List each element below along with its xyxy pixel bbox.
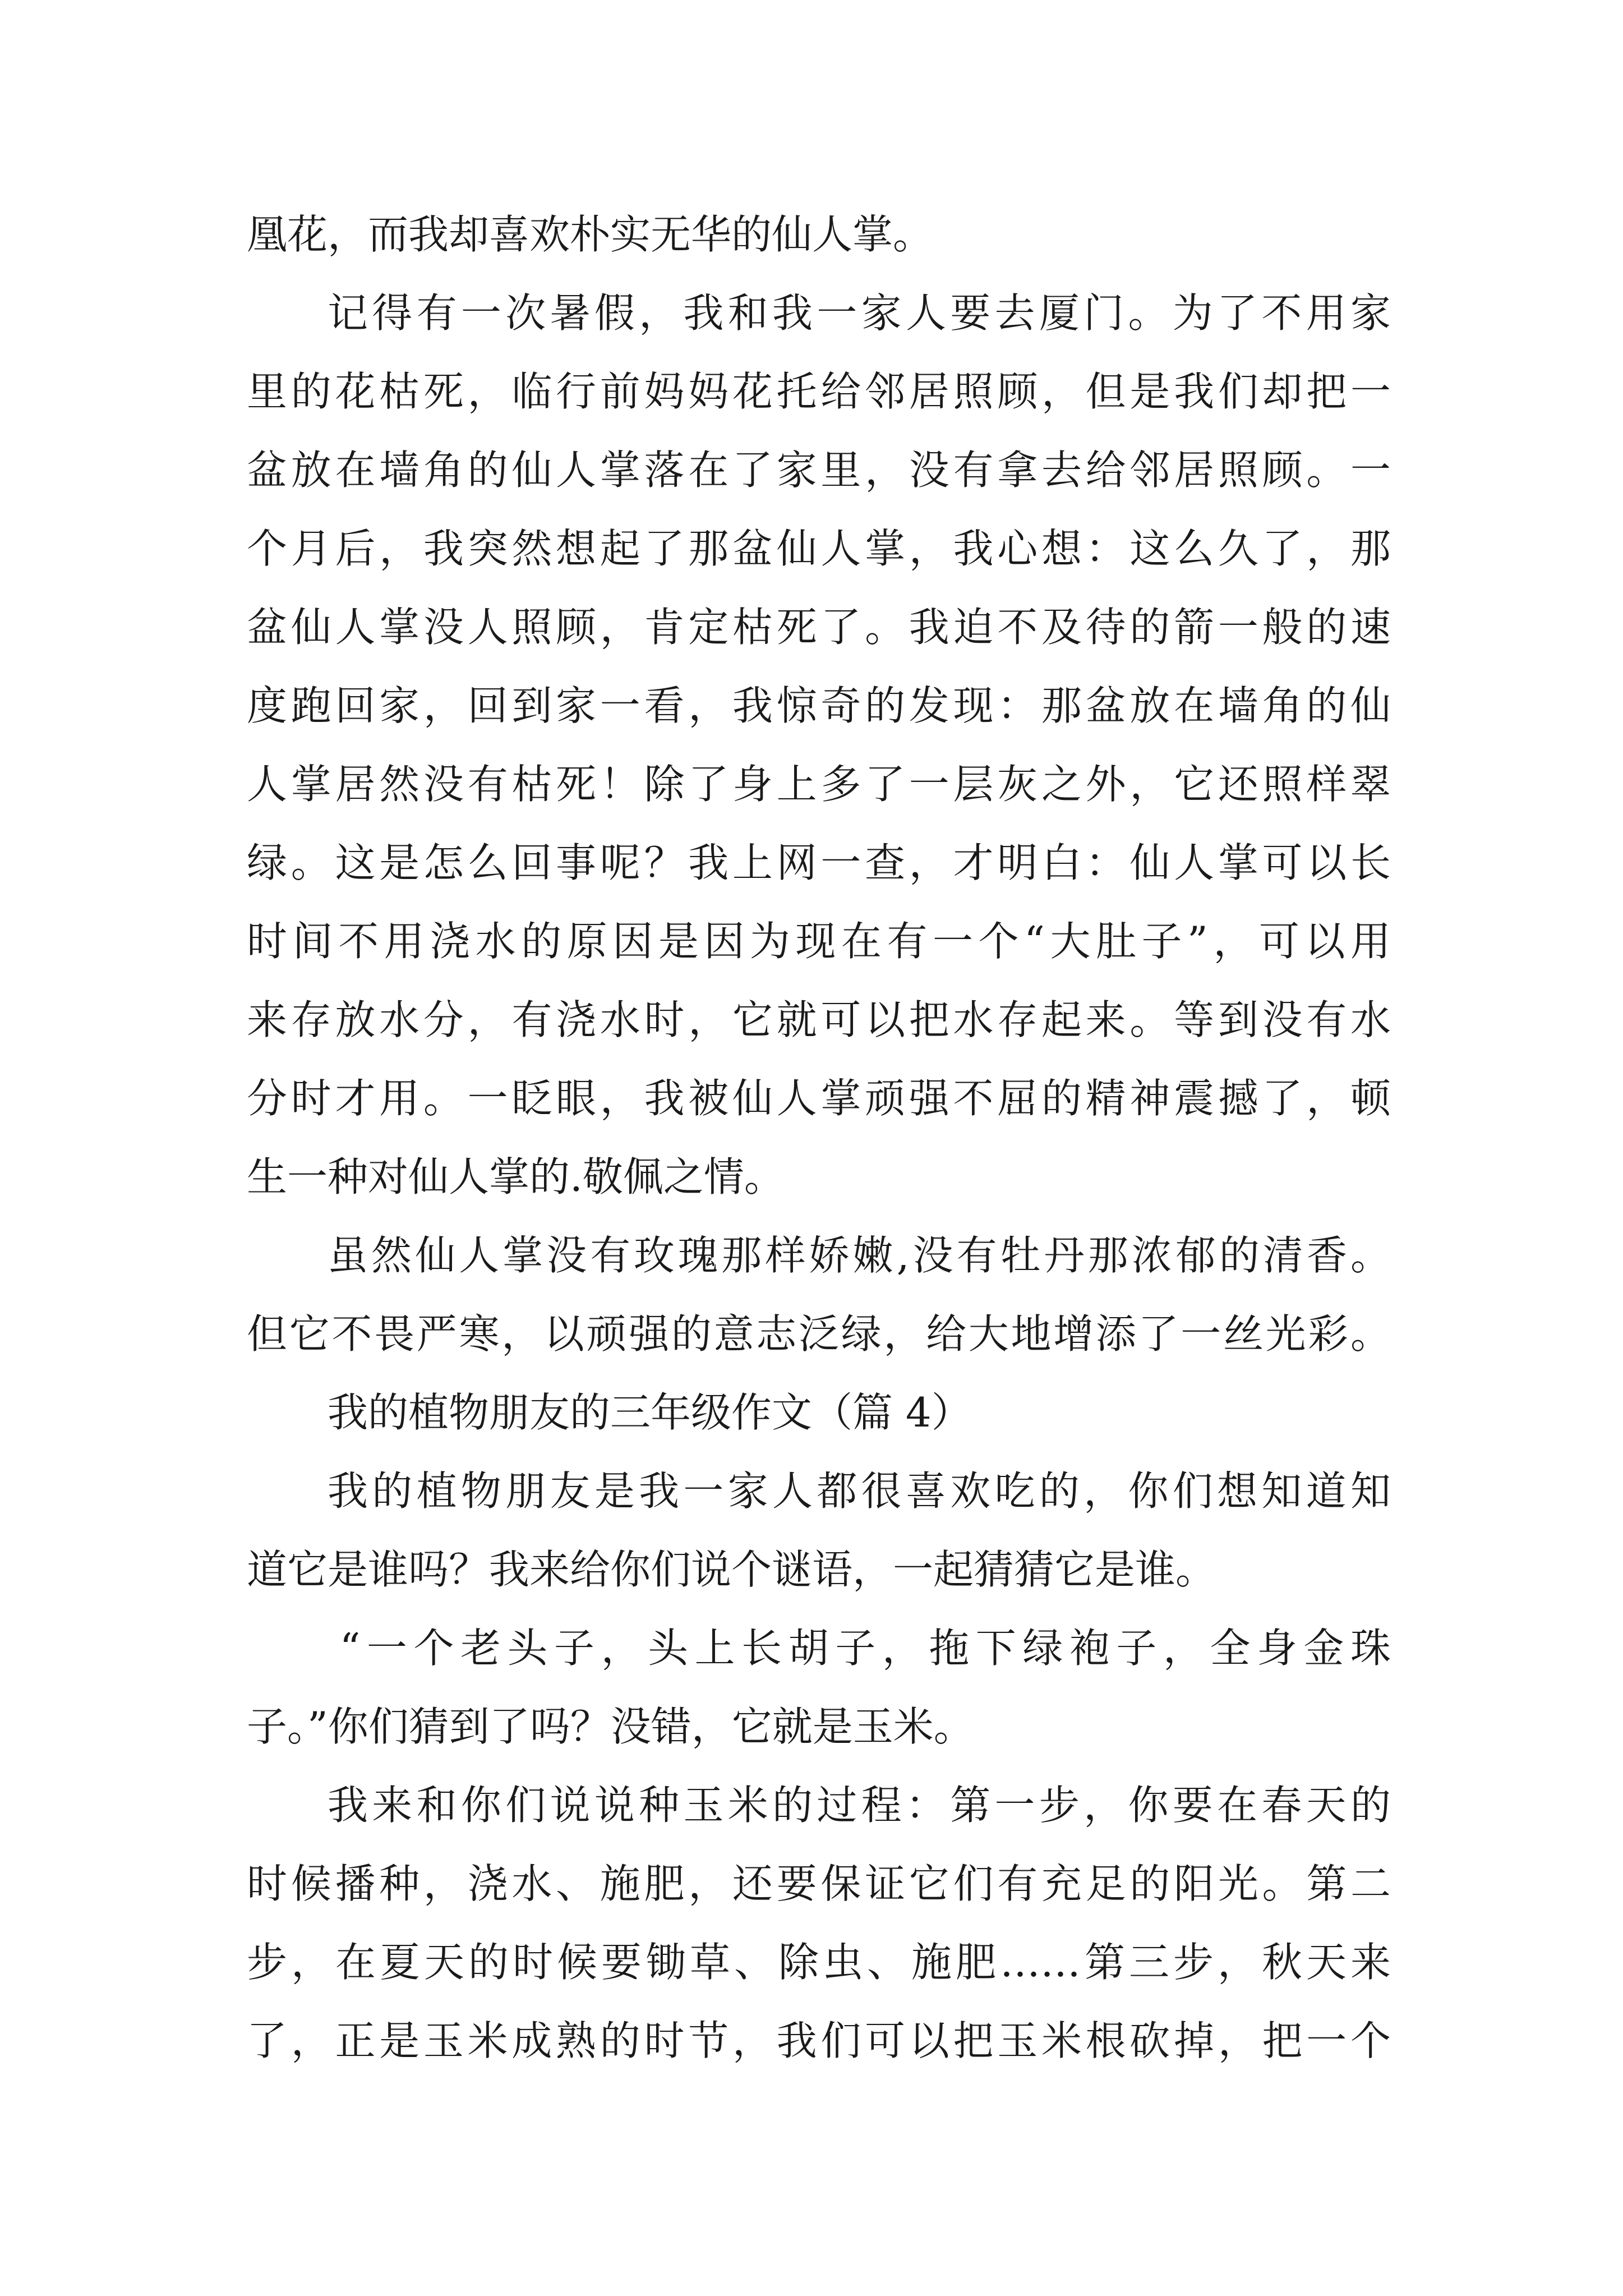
text-line-23: 步，在夏天的时候要锄草、除虫、施肥……第三步，秋天来 — [247, 1939, 1391, 1986]
text-line-13: 生一种对仙人掌的.敬佩之情。 — [247, 1153, 785, 1200]
text-line-20: 子。”你们猜到了吗？没错，它就是玉米。 — [247, 1703, 974, 1750]
text-line-19: “一个老头子，头上长胡子，拖下绿袍子，全身金珠 — [339, 1625, 1391, 1672]
text-line-1: 凰花，而我却喜欢朴实无华的仙人掌。 — [247, 211, 934, 258]
text-line-11: 来存放水分，有浇水时，它就可以把水存起来。等到没有水 — [247, 996, 1391, 1043]
essay-text — [247, 195, 1391, 2080]
text-line-14: 虽然仙人掌没有玫瑰那样娇嫩,没有牡丹那浓郁的清香。 — [328, 1232, 1391, 1279]
text-line-17: 我的植物朋友是我一家人都很喜欢吃的，你们想知道知 — [328, 1467, 1391, 1515]
text-line-5: 个月后，我突然想起了那盆仙人掌，我心想：这么久了，那 — [247, 525, 1391, 572]
text-line-8: 人掌居然没有枯死！除了身上多了一层灰之外，它还照样翠 — [247, 761, 1391, 808]
text-line-9: 绿。这是怎么回事呢？我上网一查，才明白：仙人掌可以长 — [247, 839, 1391, 886]
text-line-21: 我来和你们说说种玉米的过程：第一步，你要在春天的 — [328, 1782, 1391, 1829]
text-line-15: 但它不畏严寒，以顽强的意志泛绿，给大地增添了一丝光彩。 — [247, 1310, 1391, 1358]
text-line-24: 了，正是玉米成熟的时节，我们可以把玉米根砍掉，把一个 — [247, 2017, 1391, 2064]
text-line-6: 盆仙人掌没人照顾，肯定枯死了。我迫不及待的箭一般的速 — [247, 604, 1391, 651]
text-line-18: 道它是谁吗？我来给你们说个谜语，一起猜猜它是谁。 — [247, 1546, 1216, 1593]
text-line-12: 分时才用。一眨眼，我被仙人掌顽强不屈的精神震撼了，顿 — [247, 1075, 1391, 1122]
text-line-22: 时候播种，浇水、施肥，还要保证它们有充足的阳光。第二 — [247, 1860, 1391, 1907]
text-line-3: 里的花枯死，临行前妈妈花托给邻居照顾，但是我们却把一 — [247, 368, 1391, 415]
text-line-2: 记得有一次暑假，我和我一家人要去厦门。为了不用家 — [328, 289, 1391, 337]
text-line-7: 度跑回家，回到家一看，我惊奇的发现：那盆放在墙角的仙 — [247, 682, 1391, 729]
text-line-4: 盆放在墙角的仙人掌落在了家里，没有拿去给邻居照顾。一 — [247, 447, 1391, 494]
text-line-10: 时间不用浇水的原因是因为现在有一个“大肚子”，可以用 — [247, 918, 1391, 965]
section-heading: 我的植物朋友的三年级作文（篇 4） — [328, 1389, 972, 1436]
